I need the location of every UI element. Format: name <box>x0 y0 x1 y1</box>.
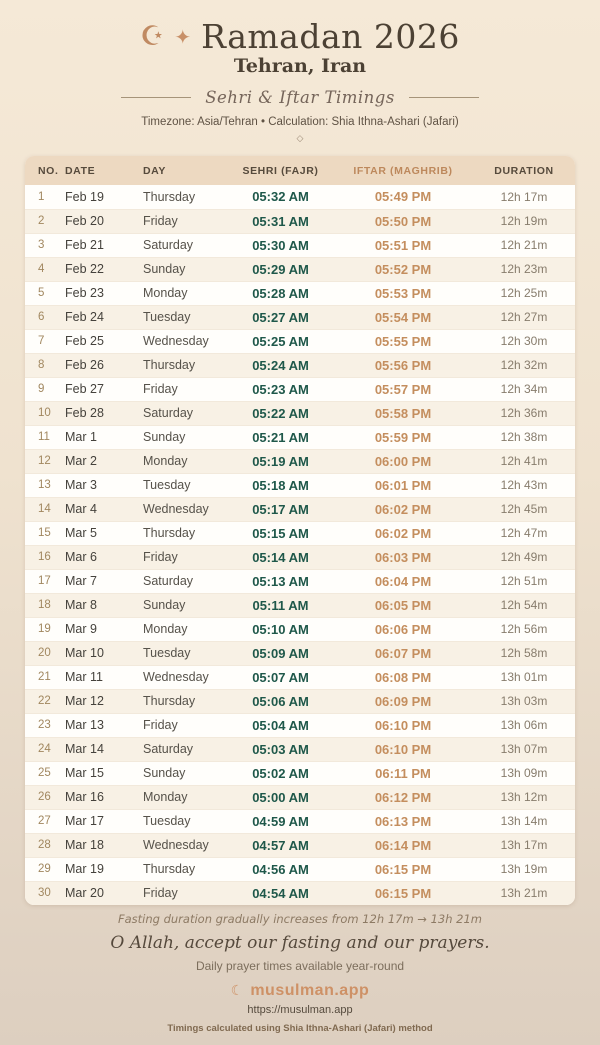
cell-day: Tuesday <box>143 814 191 828</box>
cell-sehri: 05:03 AM <box>252 741 309 757</box>
timetable-body <box>25 185 575 905</box>
table-row <box>25 521 575 545</box>
timetable <box>25 156 575 905</box>
column-header-day: DAY <box>143 164 167 177</box>
cell-duration: 13h 12m <box>500 790 548 804</box>
cell-no: 18 <box>38 599 51 611</box>
cell-duration: 12h 51m <box>500 574 548 588</box>
cell-duration: 12h 17m <box>500 189 548 204</box>
cell-day: Thursday <box>143 358 196 372</box>
cell-iftar: 05:49 PM <box>374 189 432 205</box>
cell-duration: 13h 14m <box>500 814 548 828</box>
diamond-ornament-icon: ◇ <box>296 134 304 144</box>
cell-no: 13 <box>38 479 51 491</box>
cell-day: Tuesday <box>143 646 191 660</box>
cell-iftar: 06:03 PM <box>374 549 432 565</box>
cell-date: Feb 27 <box>65 382 104 396</box>
cell-date: Feb 23 <box>65 286 104 300</box>
cell-duration: 12h 23m <box>500 262 548 276</box>
cell-day: Saturday <box>143 574 194 588</box>
table-row <box>25 689 575 713</box>
cell-iftar: 06:08 PM <box>374 669 432 685</box>
cell-date: Mar 20 <box>65 886 104 901</box>
cell-sehri: 05:31 AM <box>252 213 309 229</box>
cell-iftar: 05:53 PM <box>374 285 432 301</box>
table-row <box>25 833 575 857</box>
cell-day: Tuesday <box>143 310 191 324</box>
cell-iftar: 06:14 PM <box>374 837 432 853</box>
cell-date: Mar 18 <box>65 838 104 852</box>
table-row <box>25 641 575 665</box>
table-row <box>25 881 575 905</box>
cell-date: Mar 4 <box>65 502 97 516</box>
cell-no: 15 <box>38 527 51 539</box>
cell-sehri: 05:23 AM <box>252 381 309 397</box>
cell-sehri: 05:17 AM <box>252 501 309 517</box>
table-row <box>25 569 575 593</box>
cell-date: Mar 7 <box>65 574 97 588</box>
cell-no: 30 <box>38 887 51 900</box>
cell-duration: 12h 21m <box>500 238 548 252</box>
cell-no: 2 <box>38 215 45 227</box>
timezone-calculation-meta: Timezone: Asia/Tehran • Calculation: Shia Ithna-Ashari (Jafari) <box>141 116 459 128</box>
cell-no: 12 <box>38 455 51 467</box>
table-row <box>25 425 575 449</box>
cell-iftar: 06:02 PM <box>374 501 432 517</box>
timetable-card <box>25 156 575 905</box>
table-row <box>25 713 575 737</box>
cell-no: 11 <box>38 431 50 443</box>
cell-iftar: 06:15 PM <box>374 885 432 901</box>
table-row <box>25 377 575 401</box>
cell-date: Mar 13 <box>65 718 104 732</box>
cell-day: Thursday <box>143 694 196 708</box>
section-subtitle-row <box>0 88 600 107</box>
cell-sehri: 05:04 AM <box>252 717 309 733</box>
cell-sehri: 05:28 AM <box>252 285 309 301</box>
cell-sehri: 05:30 AM <box>252 237 309 253</box>
table-row <box>25 593 575 617</box>
cell-no: 1 <box>38 190 45 203</box>
table-row <box>25 185 575 209</box>
cell-iftar: 05:59 PM <box>374 429 432 445</box>
cell-day: Wednesday <box>143 502 209 516</box>
cell-iftar: 05:55 PM <box>374 333 432 349</box>
cell-iftar: 06:12 PM <box>374 789 432 805</box>
table-row <box>25 857 575 881</box>
column-header-no: NO. <box>38 164 59 177</box>
calculation-method-note: Timings calculated using Shia Ithna-Ashari (Jafari) method <box>167 1023 433 1034</box>
cell-date: Feb 25 <box>65 334 104 348</box>
cell-iftar: 06:00 PM <box>374 453 432 469</box>
cell-duration: 12h 30m <box>500 334 548 348</box>
header-row <box>25 156 575 185</box>
cell-day: Saturday <box>143 406 194 420</box>
cell-day: Wednesday <box>143 838 209 852</box>
cell-date: Feb 28 <box>65 406 104 420</box>
cell-duration: 12h 49m <box>500 550 548 564</box>
cell-no: 8 <box>38 359 45 371</box>
cell-day: Sunday <box>143 262 186 276</box>
cell-date: Mar 19 <box>65 862 104 876</box>
cell-sehri: 05:11 AM <box>252 597 309 613</box>
cell-iftar: 06:06 PM <box>374 621 432 637</box>
cell-date: Feb 26 <box>65 358 104 372</box>
cell-no: 7 <box>38 335 45 347</box>
cell-duration: 13h 07m <box>500 742 548 756</box>
cell-date: Feb 24 <box>65 310 104 324</box>
cell-sehri: 05:15 AM <box>252 525 309 541</box>
cell-sehri: 05:02 AM <box>252 765 309 781</box>
table-row <box>25 209 575 233</box>
cell-date: Mar 3 <box>65 478 97 492</box>
cell-date: Mar 14 <box>65 742 104 756</box>
duration-note: Fasting duration gradually increases from 12h 17m → 13h 21m <box>117 912 483 926</box>
cell-duration: 12h 27m <box>500 310 548 324</box>
cell-sehri: 05:21 AM <box>252 429 309 445</box>
cell-iftar: 05:51 PM <box>374 237 432 253</box>
cell-no: 20 <box>38 647 51 659</box>
cell-duration: 12h 54m <box>500 598 548 612</box>
cell-duration: 13h 21m <box>500 886 548 901</box>
column-header-sehri: SEHRI (FAJR) <box>242 164 319 177</box>
cell-day: Saturday <box>143 238 194 252</box>
cell-duration: 13h 01m <box>500 670 548 684</box>
timetable-head <box>25 156 575 185</box>
cell-no: 9 <box>38 383 45 395</box>
title-row <box>0 17 600 56</box>
cell-duration: 13h 19m <box>500 862 548 876</box>
ornament-line-left <box>121 97 191 98</box>
cell-sehri: 05:14 AM <box>252 549 309 565</box>
cell-iftar: 05:50 PM <box>374 213 432 229</box>
city-subtitle: Tehran, Iran <box>233 55 367 77</box>
table-row <box>25 545 575 569</box>
cell-duration: 13h 03m <box>500 694 548 708</box>
cell-no: 27 <box>38 815 51 827</box>
cell-duration: 13h 06m <box>500 718 548 732</box>
cell-no: 19 <box>38 623 51 635</box>
cell-iftar: 06:05 PM <box>374 597 432 613</box>
cell-duration: 12h 43m <box>500 478 548 492</box>
cell-no: 24 <box>38 743 51 755</box>
cell-sehri: 04:54 AM <box>252 885 309 901</box>
cell-duration: 12h 32m <box>500 358 548 372</box>
table-row <box>25 473 575 497</box>
cell-sehri: 05:00 AM <box>252 789 309 805</box>
cell-day: Saturday <box>143 742 194 756</box>
cell-date: Feb 19 <box>65 189 104 204</box>
cell-day: Friday <box>143 886 178 901</box>
cell-date: Mar 8 <box>65 598 97 612</box>
cell-sehri: 05:27 AM <box>252 309 309 325</box>
table-row <box>25 281 575 305</box>
cell-iftar: 06:10 PM <box>374 717 432 733</box>
cell-no: 5 <box>38 287 45 299</box>
cell-sehri: 04:59 AM <box>252 813 309 829</box>
cell-duration: 12h 38m <box>500 430 548 444</box>
availability-note: Daily prayer times available year-round <box>195 959 405 973</box>
section-subtitle: Sehri & Iftar Timings <box>205 88 395 107</box>
cell-day: Friday <box>143 382 178 396</box>
cell-no: 29 <box>38 863 51 875</box>
cell-duration: 12h 58m <box>500 646 548 660</box>
cell-duration: 12h 25m <box>500 286 548 300</box>
brand-url[interactable]: https://musulman.app <box>247 1004 353 1016</box>
cell-iftar: 05:58 PM <box>374 405 432 421</box>
cell-duration: 12h 47m <box>500 526 548 540</box>
cell-no: 6 <box>38 311 45 323</box>
cell-no: 3 <box>38 239 45 251</box>
cell-day: Sunday <box>143 598 186 612</box>
cell-date: Mar 12 <box>65 694 104 708</box>
cell-iftar: 06:07 PM <box>374 645 432 661</box>
cell-date: Mar 5 <box>65 526 97 540</box>
cell-no: 25 <box>38 767 51 779</box>
cell-no: 21 <box>38 671 51 683</box>
cell-duration: 12h 34m <box>500 382 548 396</box>
table-row <box>25 497 575 521</box>
cell-duration: 12h 56m <box>500 622 548 636</box>
table-row <box>25 665 575 689</box>
cell-day: Thursday <box>143 526 196 540</box>
cell-day: Monday <box>143 454 188 468</box>
cell-day: Tuesday <box>143 478 191 492</box>
table-row <box>25 785 575 809</box>
cell-date: Mar 17 <box>65 814 104 828</box>
cell-sehri: 05:24 AM <box>252 357 309 373</box>
table-row <box>25 809 575 833</box>
cell-day: Thursday <box>143 189 196 204</box>
cell-sehri: 05:18 AM <box>252 477 309 493</box>
page-title: Ramadan 2026 <box>201 17 460 56</box>
cell-iftar: 06:13 PM <box>374 813 432 829</box>
cell-sehri: 05:25 AM <box>252 333 309 349</box>
cell-duration: 12h 41m <box>500 454 548 468</box>
cell-duration: 13h 09m <box>500 766 548 780</box>
cell-no: 22 <box>38 695 51 707</box>
cell-date: Mar 6 <box>65 550 97 564</box>
brand-name[interactable]: musulman.app <box>250 982 370 999</box>
cell-iftar: 06:10 PM <box>374 741 432 757</box>
cell-day: Monday <box>143 790 188 804</box>
cell-sehri: 05:07 AM <box>252 669 309 685</box>
cell-no: 17 <box>38 575 51 587</box>
cell-iftar: 06:02 PM <box>374 525 432 541</box>
cell-date: Mar 10 <box>65 646 104 660</box>
table-row <box>25 449 575 473</box>
cell-sehri: 05:32 AM <box>252 189 309 205</box>
cell-sehri: 05:29 AM <box>252 261 309 277</box>
cell-sehri: 04:56 AM <box>252 861 309 877</box>
brand-row[interactable] <box>0 982 600 1000</box>
cell-day: Friday <box>143 718 178 732</box>
cell-no: 10 <box>38 407 51 419</box>
cell-no: 23 <box>38 719 51 731</box>
table-row <box>25 353 575 377</box>
cell-day: Wednesday <box>143 670 209 684</box>
cell-date: Mar 11 <box>65 670 103 684</box>
column-header-duration: DURATION <box>494 164 554 177</box>
cell-date: Mar 9 <box>65 622 97 636</box>
page-header <box>0 0 600 144</box>
cell-no: 28 <box>38 839 51 851</box>
table-row <box>25 401 575 425</box>
cell-sehri: 05:22 AM <box>252 405 309 421</box>
cell-day: Friday <box>143 550 178 564</box>
table-row <box>25 233 575 257</box>
cell-sehri: 04:57 AM <box>252 837 309 853</box>
cell-date: Mar 15 <box>65 766 104 780</box>
cell-day: Monday <box>143 286 188 300</box>
cell-sehri: 05:09 AM <box>252 645 309 661</box>
table-row <box>25 617 575 641</box>
sparkle-icon: ✦ <box>174 24 192 49</box>
cell-sehri: 05:10 AM <box>252 621 309 637</box>
cell-iftar: 06:04 PM <box>374 573 432 589</box>
table-row <box>25 257 575 281</box>
table-row <box>25 737 575 761</box>
cell-date: Mar 1 <box>65 430 97 444</box>
cell-no: 26 <box>38 791 51 803</box>
column-header-date: DATE <box>65 164 96 177</box>
cell-iftar: 05:57 PM <box>374 381 432 397</box>
cell-no: 14 <box>38 503 51 515</box>
column-header-iftar: IFTAR (MAGHRIB) <box>353 164 453 177</box>
cell-sehri: 05:13 AM <box>252 573 309 589</box>
cell-day: Friday <box>143 214 178 228</box>
cell-iftar: 05:56 PM <box>374 357 432 373</box>
cell-date: Feb 21 <box>65 238 104 252</box>
cell-duration: 12h 19m <box>500 214 548 228</box>
crescent-moon-icon: ☪ <box>140 21 165 52</box>
cell-day: Sunday <box>143 430 186 444</box>
cell-sehri: 05:06 AM <box>252 693 309 709</box>
ornament-line-right <box>409 97 479 98</box>
cell-day: Sunday <box>143 766 186 780</box>
cell-no: 16 <box>38 551 51 563</box>
cell-duration: 12h 45m <box>500 502 548 516</box>
cell-iftar: 05:52 PM <box>374 261 432 277</box>
cell-day: Monday <box>143 622 188 636</box>
table-row <box>25 761 575 785</box>
cell-iftar: 06:01 PM <box>374 477 432 493</box>
dua-quote: O Allah, accept our fasting and our prayers. <box>110 933 490 953</box>
cell-iftar: 05:54 PM <box>374 309 432 325</box>
page-footer <box>0 912 600 1034</box>
table-row <box>25 329 575 353</box>
cell-date: Mar 2 <box>65 454 97 468</box>
cell-iftar: 06:09 PM <box>374 693 432 709</box>
cell-sehri: 05:19 AM <box>252 453 309 469</box>
cell-date: Feb 22 <box>65 262 104 276</box>
cell-iftar: 06:15 PM <box>374 861 432 877</box>
cell-duration: 13h 17m <box>500 838 548 852</box>
cell-no: 4 <box>38 263 45 275</box>
cell-date: Mar 16 <box>65 790 104 804</box>
cell-day: Wednesday <box>143 334 209 348</box>
cell-iftar: 06:11 PM <box>375 765 431 781</box>
cell-day: Thursday <box>143 862 196 876</box>
cell-date: Feb 20 <box>65 214 104 228</box>
cell-duration: 12h 36m <box>500 406 548 420</box>
table-row <box>25 305 575 329</box>
brand-crescent-icon: ☾ <box>230 983 244 999</box>
